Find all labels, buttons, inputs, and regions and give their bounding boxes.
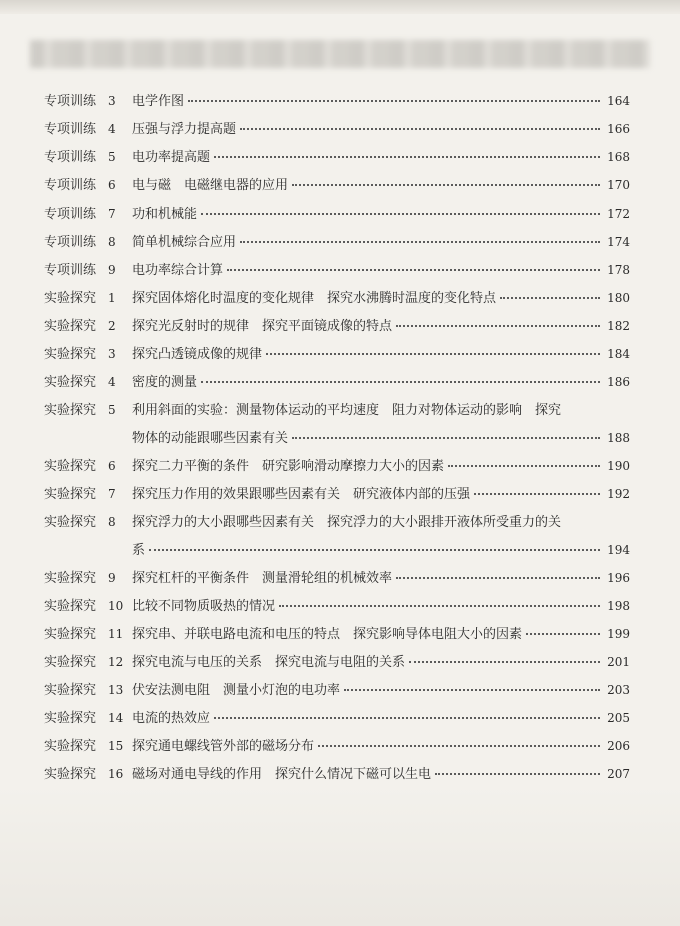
- toc-title: 探究浮力的大小跟哪些因素有关 探究浮力的大小跟排开液体所受重力的关: [132, 515, 562, 530]
- toc-category: 实验探究: [44, 767, 97, 782]
- dot-leader: [474, 492, 600, 495]
- toc-entry[interactable]: [44, 651, 630, 671]
- toc-page-number: 206: [607, 739, 630, 753]
- toc-page-number: 170: [607, 178, 630, 192]
- toc-entry[interactable]: [44, 511, 630, 559]
- toc-page-number: 168: [607, 150, 630, 164]
- toc-number: 15: [108, 739, 124, 753]
- toc-page-number: 194: [607, 543, 630, 557]
- toc-category: 实验探究: [44, 739, 97, 754]
- dot-leader: [149, 548, 600, 551]
- toc-category: 专项训练: [44, 235, 97, 250]
- dot-leader: [240, 127, 600, 130]
- toc-title: 简单机械综合应用: [132, 235, 237, 250]
- dot-leader: [201, 380, 600, 383]
- toc-entry[interactable]: [44, 287, 630, 307]
- toc-title: 探究电流与电压的关系 探究电流与电阻的关系: [132, 655, 406, 670]
- toc-title: 电功率综合计算: [132, 263, 224, 278]
- dot-leader: [435, 772, 600, 775]
- toc-category: 专项训练: [44, 178, 97, 193]
- toc-number: 9: [108, 571, 116, 585]
- toc-entry[interactable]: [44, 679, 630, 699]
- toc-title: 电学作图: [132, 94, 185, 109]
- toc-category: 实验探究: [44, 375, 97, 390]
- toc-entry[interactable]: [44, 371, 630, 391]
- toc-entry[interactable]: [44, 455, 630, 475]
- toc-number: 8: [108, 235, 116, 249]
- toc-category: 实验探究: [44, 655, 97, 670]
- toc-entry[interactable]: [44, 146, 630, 166]
- dot-leader: [201, 212, 600, 215]
- toc-number: 7: [108, 207, 116, 221]
- toc-title: 探究通电螺线管外部的磁场分布: [132, 739, 315, 754]
- toc-title: 探究压力作用的效果跟哪些因素有关 研究液体内部的压强: [132, 487, 471, 502]
- dot-leader: [292, 436, 600, 439]
- toc-page-number: 172: [607, 207, 630, 221]
- toc-number: 3: [108, 347, 116, 361]
- toc-entry[interactable]: [44, 595, 630, 615]
- toc-page-number: 203: [607, 683, 630, 697]
- toc-category: 实验探究: [44, 347, 97, 362]
- toc-page-number: 198: [607, 599, 630, 613]
- toc-number: 13: [108, 683, 124, 697]
- toc-category: 实验探究: [44, 683, 97, 698]
- toc-number: 8: [108, 515, 116, 529]
- toc-category: 专项训练: [44, 94, 97, 109]
- toc-entry[interactable]: [44, 343, 630, 363]
- toc-number: 6: [108, 178, 116, 192]
- dot-leader: [396, 576, 600, 579]
- toc-title: 探究固体熔化时温度的变化规律 探究水沸腾时温度的变化特点: [132, 291, 497, 306]
- toc-number: 9: [108, 263, 116, 277]
- toc-number: 6: [108, 459, 116, 473]
- page-bottom-fade: [0, 786, 680, 926]
- toc-number: 1: [108, 291, 116, 305]
- dot-leader: [227, 268, 600, 271]
- toc-page-number: 205: [607, 711, 630, 725]
- dot-leader: [318, 744, 600, 747]
- toc-entry[interactable]: [44, 174, 630, 194]
- toc-number: 11: [108, 627, 124, 641]
- toc-number: 3: [108, 94, 116, 108]
- dot-leader: [292, 183, 600, 186]
- toc-page-number: 190: [607, 459, 630, 473]
- toc-entry[interactable]: [44, 231, 630, 251]
- toc-entry[interactable]: [44, 315, 630, 335]
- toc-category: 实验探究: [44, 459, 97, 474]
- toc-number: 2: [108, 319, 116, 333]
- toc-category: 专项训练: [44, 150, 97, 165]
- toc-title-continued: 物体的动能跟哪些因素有关: [132, 431, 289, 446]
- toc-entry[interactable]: [44, 707, 630, 727]
- toc-page-number: 166: [607, 122, 630, 136]
- toc-page-number: 164: [607, 94, 630, 108]
- dot-leader: [409, 660, 600, 663]
- toc-title: 伏安法测电阻 测量小灯泡的电功率: [132, 683, 341, 698]
- toc-entry[interactable]: [44, 259, 630, 279]
- toc-category: 实验探究: [44, 599, 97, 614]
- toc-entry[interactable]: [44, 399, 630, 447]
- dot-leader: [188, 99, 600, 102]
- dot-leader: [266, 352, 600, 355]
- toc-entry[interactable]: [44, 483, 630, 503]
- toc-page-number: 180: [607, 291, 630, 305]
- toc-category: 实验探究: [44, 627, 97, 642]
- toc-page-number: 192: [607, 487, 630, 501]
- toc-entry[interactable]: [44, 763, 630, 783]
- toc-page-number: 182: [607, 319, 630, 333]
- toc-entry[interactable]: [44, 203, 630, 223]
- toc-page-number: 186: [607, 375, 630, 389]
- toc-number: 10: [108, 599, 124, 613]
- toc-category: 专项训练: [44, 207, 97, 222]
- toc-page-number: 199: [607, 627, 630, 641]
- toc-entry[interactable]: [44, 567, 630, 587]
- toc-title-continued: 系: [132, 543, 146, 558]
- toc-number: 16: [108, 767, 124, 781]
- toc-page-number: 174: [607, 235, 630, 249]
- toc-category: 实验探究: [44, 319, 97, 334]
- toc-page-number: 201: [607, 655, 630, 669]
- toc-title: 探究串、并联电路电流和电压的特点 探究影响导体电阻大小的因素: [132, 627, 523, 642]
- dot-leader: [526, 632, 600, 635]
- toc-number: 5: [108, 150, 116, 164]
- toc-title: 功和机械能: [132, 207, 198, 222]
- toc-title: 利用斜面的实验：测量物体运动的平均速度 阻力对物体运动的影响 探究: [132, 403, 562, 418]
- toc-title: 探究杠杆的平衡条件 测量滑轮组的机械效率: [132, 571, 393, 586]
- toc-title: 探究二力平衡的条件 研究影响滑动摩擦力大小的因素: [132, 459, 445, 474]
- toc-page-number: 196: [607, 571, 630, 585]
- toc-category: 实验探究: [44, 711, 97, 726]
- toc-page-number: 178: [607, 263, 630, 277]
- toc-title: 压强与浮力提高题: [132, 122, 237, 137]
- toc-number: 5: [108, 403, 116, 417]
- toc-page-number: 184: [607, 347, 630, 361]
- toc-category: 专项训练: [44, 122, 97, 137]
- toc-title: 比较不同物质吸热的情况: [132, 599, 276, 614]
- toc-category: 实验探究: [44, 291, 97, 306]
- toc-title: 密度的测量: [132, 375, 198, 390]
- dot-leader: [214, 155, 600, 158]
- toc-category: 实验探究: [44, 515, 97, 530]
- toc-entry[interactable]: [44, 90, 630, 110]
- toc-number: 14: [108, 711, 124, 725]
- toc-title: 探究光反射时的规律 探究平面镜成像的特点: [132, 319, 393, 334]
- toc-page-number: 188: [607, 431, 630, 445]
- dot-leader: [240, 240, 600, 243]
- toc-entry[interactable]: [44, 623, 630, 643]
- toc-category: 实验探究: [44, 571, 97, 586]
- toc-number: 4: [108, 375, 116, 389]
- dot-leader: [344, 688, 600, 691]
- toc-number: 12: [108, 655, 124, 669]
- dot-leader: [500, 296, 600, 299]
- toc-entry[interactable]: [44, 735, 630, 755]
- dot-leader: [396, 324, 600, 327]
- toc-category: 专项训练: [44, 263, 97, 278]
- toc-title: 电功率提高题: [132, 150, 211, 165]
- toc-title: 电流的热效应: [132, 711, 211, 726]
- toc-category: 实验探究: [44, 487, 97, 502]
- dot-leader: [279, 604, 600, 607]
- toc-title: 探究凸透镜成像的规律: [132, 347, 263, 362]
- toc-number: 4: [108, 122, 116, 136]
- dot-leader: [448, 464, 600, 467]
- toc-title: 磁场对通电导线的作用 探究什么情况下磁可以生电: [132, 767, 432, 782]
- toc-number: 7: [108, 487, 116, 501]
- toc-title: 电与磁 电磁继电器的应用: [132, 178, 289, 193]
- toc-category: 实验探究: [44, 403, 97, 418]
- toc-page-number: 207: [607, 767, 630, 781]
- toc-entry[interactable]: [44, 118, 630, 138]
- dot-leader: [214, 716, 600, 719]
